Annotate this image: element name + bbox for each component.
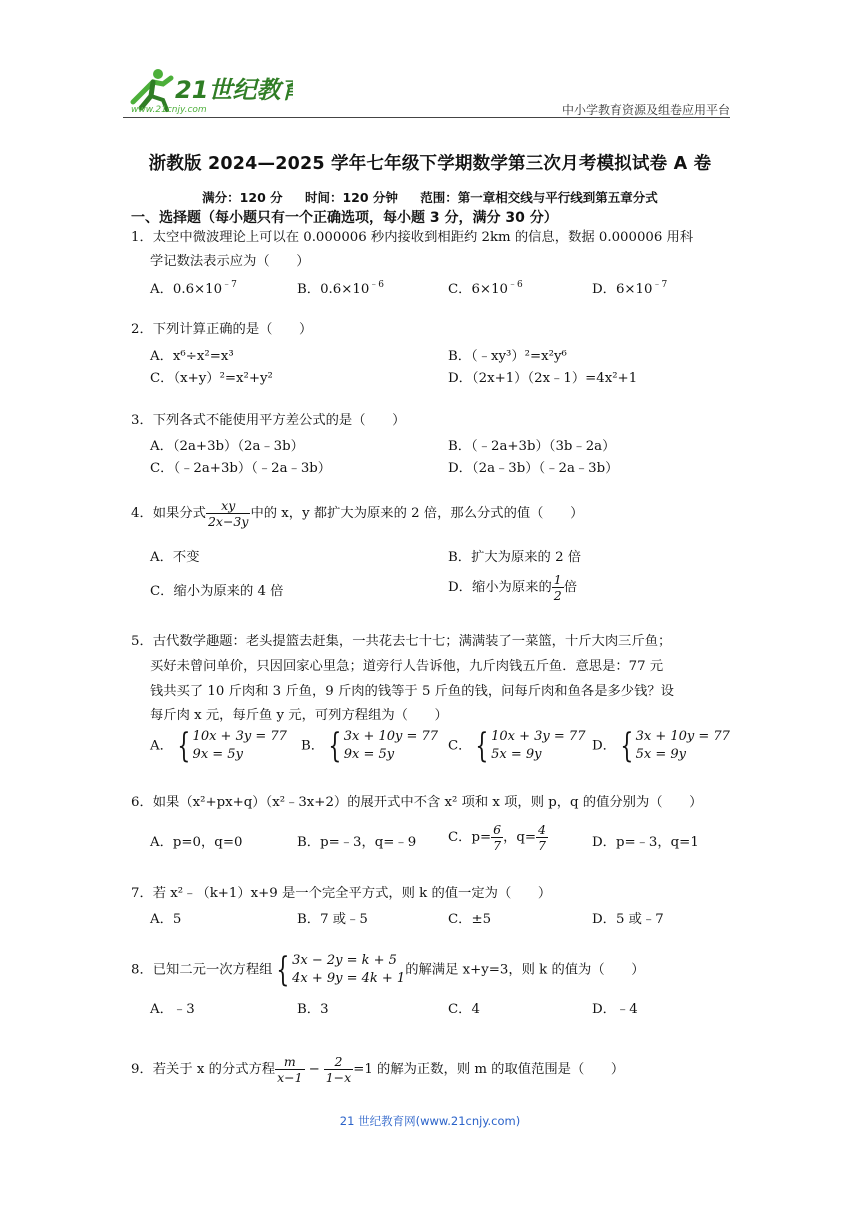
header-divider [123,117,730,118]
q4-option-c[interactable]: C．缩小为原来的 4 倍 [150,584,284,599]
q5-option-d[interactable]: D． { 3x + 10y = 77 5x = 9y [592,726,730,766]
platform-name: 中小学教育资源及组卷应用平台 [561,103,730,117]
q2-option-b[interactable]: B．（﹣xy³）²=x²y⁶ [448,349,567,364]
logo-text: 21世纪教育 [175,76,293,104]
footer-link[interactable]: 21 世纪教育网(www.21cnjy.com) [339,1114,521,1128]
time-text: 时间：120 分钟 [304,190,398,205]
q3-option-d[interactable]: D．（2a﹣3b）（﹣2a﹣3b） [448,461,619,476]
q5-line2: 买好未曾问单价，只因回家心里急；道旁行人告诉他，九斤肉钱五斤鱼．意思是：77 元 [150,659,664,674]
q8-option-d[interactable]: D．﹣4 [592,1002,638,1017]
section-heading: 一、选择题（每小题只有一个正确选项，每小题 3 分，满分 30 分） [131,210,558,226]
q8-option-c[interactable]: C．4 [448,1002,480,1017]
runner-logo-icon [123,64,293,114]
exam-meta [0,188,860,206]
q3-option-c[interactable]: C．（﹣2a+3b）（﹣2a﹣3b） [150,461,332,476]
q1-line1: 1．太空中微波理论上可以在 0.000006 秒内接收到相距约 2km 的信息，数据 0.000006 用科 [131,230,694,245]
logo [123,64,293,114]
q4-option-a[interactable]: A．不变 [150,550,200,565]
q1-line2: 学记数法表示应为（ ） [150,254,310,269]
q7-stem: 7．若 x²﹣（k+1）x+9 是一个完全平方式，则 k 的值一定为（ ） [131,886,552,901]
q1-option-a[interactable]: A．$0.6\times 10^{﹣7}$ [150,280,237,297]
q9-stem: 9．若关于 x 的分式方程 $\frac{m}{x-1}$ − $\frac{2}{1-x}$ =1 的解为正数，则 m 的取值范围是（ ） [131,1054,625,1085]
q3-option-b[interactable]: B．（﹣2a+3b）（3b﹣2a） [448,439,616,454]
q7-option-c[interactable]: C．±5 [448,912,492,927]
q1-option-c[interactable]: C．$6\times 10^{﹣6}$ [448,280,523,297]
q6-stem: 6．如果（x²+px+q）（x²﹣3x+2）的展开式中不含 x² 项和 x 项，则 p，q 的值分别为（ ） [131,795,703,810]
score-text: 满分：120 分 [202,190,283,205]
q6-option-b[interactable]: B．p=﹣3，q=﹣9 [297,835,417,850]
q5-line4: 每斤肉 x 元，每斤鱼 y 元，可列方程组为（ ） [150,708,448,723]
q8-option-b[interactable]: B．3 [297,1002,329,1017]
q4-stem: 4．如果分式 $\frac{xy}{2x-3y}$ 中的 x，y 都扩大为原来的 2 倍，那么分式的值（ ） [131,498,584,529]
q2-stem: 2．下列计算正确的是（ ） [131,322,313,337]
page-title: 浙教版 2024—2025 学年七年级下学期数学第三次月考模拟试卷 A 卷 [148,154,712,174]
q5-option-a[interactable]: A． { 10x + 3y = 77 9x = 5y [150,726,287,766]
q3-stem: 3．下列各式不能使用平方差公式的是（ ） [131,413,406,428]
q4-fraction: $\frac{xy}{2x-3y}$ [207,498,249,529]
logo-sub: www.21cnjy.com [131,105,207,114]
q7-option-d[interactable]: D．5 或﹣7 [592,912,664,927]
q2-option-c[interactable]: C．（x+y）²=x²+y² [150,371,273,386]
q6-option-a[interactable]: A．p=0，q=0 [150,835,243,850]
q6-option-c[interactable]: C．p= $\frac{6}{7}$ ，q= $\frac{4}{7}$ [448,822,546,853]
q2-option-a[interactable]: A．x⁶÷x²=x³ [150,349,234,364]
q1-option-d[interactable]: D．$6\times 10^{﹣7}$ [592,280,668,297]
q8-stem: 8．已知二元一次方程组 { 3x − 2y = k + 5 4x + 9y = 4k + 1 的解满足 x+y=3，则 k 的值为（ ） [131,950,645,990]
q4-option-b[interactable]: B．扩大为原来的 2 倍 [448,550,582,565]
q5-line3: 钱共买了 10 斤肉和 3 斤鱼，9 斤肉的钱等于 5 斤鱼的钱，问每斤肉和鱼各是多少钱？设 [150,684,674,699]
q5-line1: 5．古代数学趣题：老头提篮去赶集，一共花去七十七；满满装了一菜篮，十斤大肉三斤鱼； [131,634,672,649]
q3-option-a[interactable]: A．（2a+3b）（2a﹣3b） [150,439,304,454]
q7-option-a[interactable]: A．5 [150,912,182,927]
q8-system: { 3x − 2y = k + 5 4x + 9y = 4k + 1 [276,950,406,990]
q5-option-b[interactable]: B． { 3x + 10y = 77 9x = 5y [301,726,439,766]
q8-option-a[interactable]: A．﹣3 [150,1002,195,1017]
q4-option-d[interactable]: D．缩小为原来的 $\frac{1}{2}$ 倍 [448,572,577,603]
q5-option-c[interactable]: C． { 10x + 3y = 77 5x = 9y [448,726,586,766]
q7-option-b[interactable]: B．7 或﹣5 [297,912,368,927]
scope-text: 范围：第一章相交线与平行线到第五章分式 [420,190,658,205]
q2-option-d[interactable]: D．（2x+1）（2x﹣1）=4x²+1 [448,371,638,386]
q6-option-d[interactable]: D．p=﹣3，q=1 [592,835,699,850]
q1-option-b[interactable]: B．$0.6\times 10^{﹣6}$ [297,280,385,297]
